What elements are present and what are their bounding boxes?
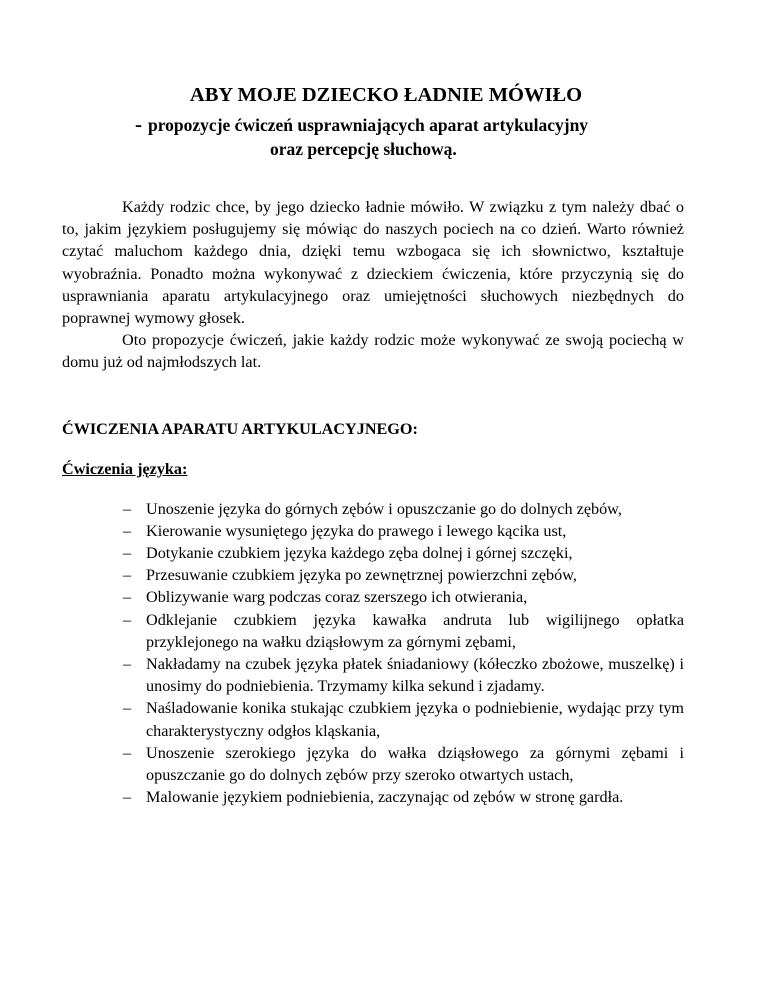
bullet-dash: – xyxy=(123,610,132,629)
list-item-text: Unoszenie języka do górnych zębów i opuszczanie go do dolnych zębów, xyxy=(146,499,622,518)
list-item xyxy=(123,586,684,608)
subtitle-line-1 xyxy=(62,112,684,137)
list-item xyxy=(123,742,684,786)
document-title: ABY MOJE DZIECKO ŁADNIE MÓWIŁO xyxy=(189,84,583,106)
subtitle-dash: - xyxy=(135,112,142,136)
bullet-dash: – xyxy=(123,743,132,762)
list-item-text: Naśladowanie konika stukając czubkiem języka o podniebienie, wydając przy tym charakterystyczny odgłos kląskania, xyxy=(146,699,684,740)
list-item-text: Odklejanie czubkiem języka kawałka andruta lub wigilijnego opłatka przyklejonego na wałku dziąsłowym za górnymi zębami, xyxy=(146,610,684,651)
list-item-text: Malowanie językiem podniebienia, zaczynając od zębów w stronę gardła. xyxy=(146,788,624,807)
list-item-text: Oblizywanie warg podczas coraz szerszego ich otwierania, xyxy=(146,588,528,607)
bullet-dash: – xyxy=(123,566,132,585)
list-item xyxy=(123,564,684,586)
list-item xyxy=(123,542,684,564)
bullet-dash: – xyxy=(123,544,132,563)
subtitle-line-2: oraz percepcję słuchową. xyxy=(270,139,457,159)
bullet-dash: – xyxy=(123,655,132,674)
document-page xyxy=(62,82,684,808)
subsection-heading: Ćwiczenia języka: xyxy=(62,459,188,478)
list-item xyxy=(123,498,684,520)
second-paragraph: Oto propozycje ćwiczeń, jakie każdy rodzic może wykonywać ze swoją pociechą w domu już od najmłodszych lat. xyxy=(62,331,684,372)
bullet-dash: – xyxy=(123,788,132,807)
list-item xyxy=(123,609,684,653)
bullet-dash: – xyxy=(123,499,132,518)
list-item xyxy=(123,786,684,808)
subtitle-line-1-text: propozycje ćwiczeń usprawniających aparat artykulacyjny xyxy=(148,115,589,135)
list-item-text: Nakładamy na czubek języka płatek śniadaniowy (kółeczko zbożowe, muszelkę) i unosimy do podniebienia. Trzymamy kilka sekund i zjadamy. xyxy=(146,655,684,696)
list-item-text: Unoszenie szerokiego języka do wałka dziąsłowego za górnymi zębami i opuszczanie go do dolnych zębów przy szeroko otwartych ustach, xyxy=(146,743,684,785)
bullet-dash: – xyxy=(123,699,132,718)
list-item xyxy=(123,697,684,741)
list-item-text: Przesuwanie czubkiem języka po zewnętrznej powierzchni zębów, xyxy=(146,566,577,585)
bullet-dash: – xyxy=(123,521,132,540)
exercise-list xyxy=(62,498,684,809)
section-heading: ĆWICZENIA APARATU ARTYKULACYJNEGO: xyxy=(62,419,418,438)
list-item-text: Kierowanie wysuniętego języka do prawego i lewego kącika ust, xyxy=(146,521,567,540)
intro-paragraph: Każdy rodzic chce, by jego dziecko ładnie mówiło. W związku z tym należy dbać o to, jakim językiem posługujemy się mówiąc do naszych pociech na co dzień. Warto również czytać maluchom każdego dnia, dzięki temu wzbogaca się ich słownictwo, kształtuje wyobraźnia. Ponadto można wykonywać z dzieckiem ćwiczenia, które przyczynią się do usprawniania aparatu artykulacyjnego oraz umiejętności słuchowych niezbędnych do poprawnej wymowy głosek. xyxy=(62,198,684,328)
list-item-text: Dotykanie czubkiem języka każdego zęba dolnej i górnej szczęki, xyxy=(146,544,573,563)
list-item xyxy=(123,520,684,542)
bullet-dash: – xyxy=(123,588,132,607)
document-subtitle xyxy=(62,112,684,161)
list-item xyxy=(123,653,684,697)
